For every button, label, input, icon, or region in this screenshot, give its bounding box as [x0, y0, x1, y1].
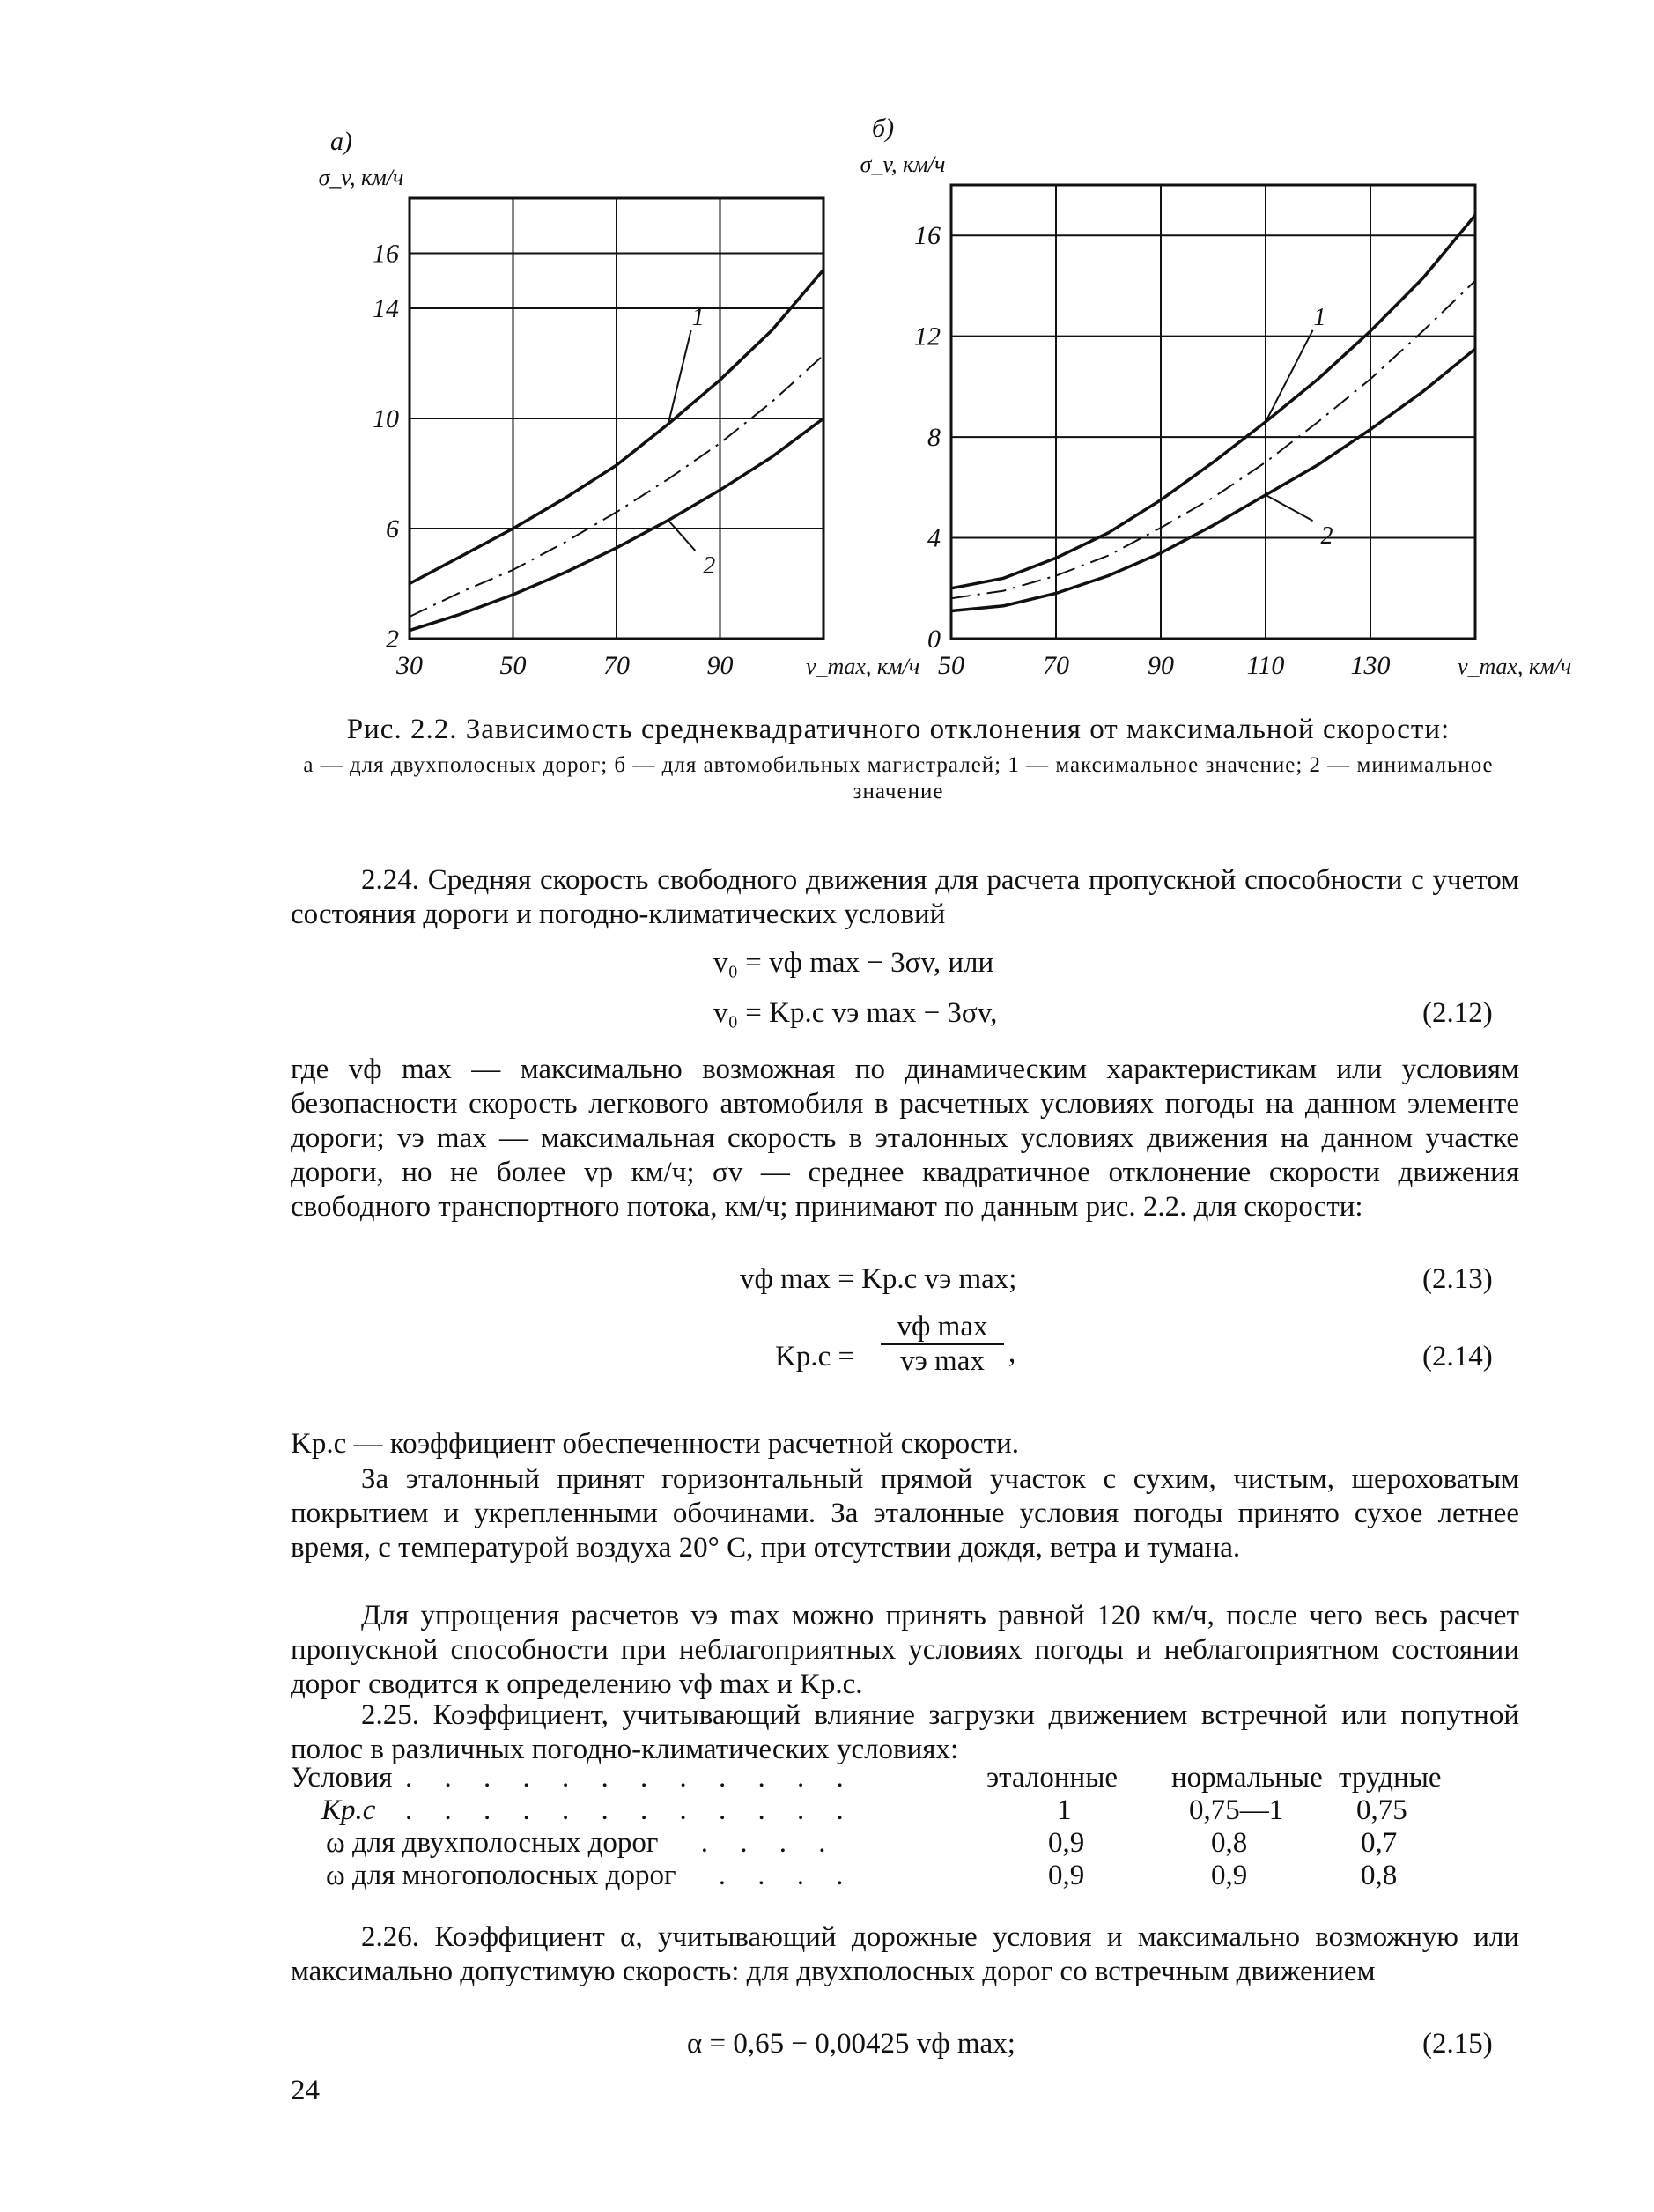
y-tick-label: 16 [373, 239, 399, 269]
equation-2-13: vф max = Kр.с vэ max; [740, 1263, 1017, 1295]
col-normal: 0,8 [1211, 1827, 1248, 1859]
paragraph-reference-conditions: За эталонный принят горизонтальный прямой участок с сухим, чистым, шероховатым покрытием и укрепленными обочинами. За эталонные условия погоды принято сухое летнее время, с температурой воздуха 20° С, при отсутствии дождя, ветра и тумана. [291, 1463, 1519, 1564]
row-label [291, 1827, 986, 1860]
col-reference: 0,9 [1048, 1860, 1085, 1891]
x-tick-label: 70 [603, 651, 630, 680]
col-reference: эталонные [986, 1762, 1119, 1794]
y-tick-label: 10 [373, 404, 399, 433]
y-axis-label: σ_v, км/ч [318, 165, 404, 190]
curve-label-leader [668, 521, 696, 551]
caption-title: Рис. 2.2. Зависимость среднеквадратичного отклонения от максимальной скорости: [346, 714, 1451, 745]
y-tick-label: 16 [914, 221, 941, 251]
y-tick-label: 8 [927, 423, 941, 453]
equation-2-14-comma: , [1008, 1337, 1016, 1369]
y-tick-label: 12 [914, 322, 941, 351]
series-line-max [951, 215, 1475, 588]
equation-2-14-fraction [881, 1311, 1004, 1378]
table-row [291, 1762, 1442, 1794]
series-line-min [951, 349, 1475, 611]
leader-dots: . . . . [700, 1827, 838, 1859]
x-tick-label: 70 [1043, 651, 1069, 680]
curve-label: 1 [1313, 303, 1326, 331]
col-reference: 1 [1057, 1794, 1072, 1826]
x-axis-label: v_max, км/ч [806, 654, 920, 679]
y-tick-label: 6 [386, 514, 399, 544]
leader-dots: . . . . [718, 1860, 856, 1891]
equation-2-12-line1: v₀ = vф max − 3σv, или [713, 947, 994, 979]
table-row [291, 1827, 1442, 1860]
figure-charts [317, 114, 1572, 696]
leader-dots: . . . . . . . . . . . . [405, 1794, 856, 1826]
equation-2-14-number: (2.14) [1422, 1341, 1493, 1372]
y-tick-label: 0 [927, 625, 941, 654]
leader-dots: . . . . . . . . . . . . [405, 1762, 856, 1794]
x-tick-label: 50 [938, 651, 964, 680]
paragraph-k-definition: Kр.с — коэффициент обеспеченности расчетной скорости. [291, 1428, 1019, 1460]
row-label: Kр.с [321, 1794, 376, 1826]
figure-2-2 [317, 114, 1572, 696]
curve-label-leader [1266, 330, 1313, 422]
y-tick-label: 14 [373, 294, 399, 323]
x-tick-label: 30 [396, 651, 423, 680]
figure-caption [291, 712, 1506, 805]
paragraph-2-24-explanation: где vф max — максимально возможная по динамическим характеристикам или условиям безопасности скорость легкового автомобиля в расчетных условиях погоды на данном элементе дороги; vэ max — максимальная скорость в эталонных условиях движения на данном участке дороги, но не более vр км/ч; σv — среднее квадратичное отклонение скорости движения свободного транспортного потока, км/ч; принимают по данным рис. 2.2. для скорости: [291, 1054, 1519, 1223]
col-difficult: 0,8 [1361, 1860, 1398, 1891]
table-row [291, 1794, 1442, 1827]
paragraph-2-25-intro: 2.25. Коэффициент, учитывающий влияние загрузки движением встречной или попутной полос в различных погодно-климатических условиях: [291, 1699, 1519, 1765]
y-tick-label: 4 [927, 523, 941, 553]
curve-label-leader [668, 330, 691, 424]
col-difficult: 0,75 [1356, 1794, 1407, 1826]
col-normal: нормальные [1171, 1762, 1323, 1794]
x-tick-label: 90 [1148, 651, 1174, 680]
row-label-text: ω для многополосных дорог [326, 1860, 676, 1891]
equation-2-13-number: (2.13) [1422, 1263, 1493, 1295]
caption-legend: а — для двухполосных дорог; б — для автомобильных магистралей; 1 — максимальное значение; 2 — минимальное значение [303, 753, 1494, 803]
curve-label: 1 [691, 304, 705, 331]
x-tick-label: 130 [1350, 651, 1391, 680]
x-tick-label: 110 [1246, 651, 1285, 680]
row-label: Условия [291, 1762, 393, 1794]
x-tick-label: 50 [499, 651, 527, 680]
fraction-numerator: vф max [881, 1311, 1004, 1345]
x-tick-label: 90 [706, 651, 734, 680]
panel-label: а) [330, 127, 352, 156]
fraction-denominator: vэ max [900, 1345, 985, 1377]
col-difficult: 0,7 [1361, 1827, 1398, 1859]
paragraph-2-26-intro: 2.26. Коэффициент α, учитывающий дорожные условия и максимально возможную или максимально допустимую скорость: для двухполосных дорог со встречным движением [291, 1921, 1519, 1987]
col-difficult: трудные [1339, 1762, 1442, 1794]
curve-label: 2 [1320, 522, 1333, 551]
panel-label: б) [872, 114, 895, 143]
page-number: 24 [291, 2075, 320, 2106]
paragraph-simplification: Для упрощения расчетов vэ max можно принять равной 120 км/ч, после чего весь расчет пропускной способности при неблагоприятных условиях погоды и неблагоприятном состоянии дорог сводится к определению vф max и Kр.с. [291, 1600, 1519, 1700]
equation-2-15: α = 0,65 − 0,00425 vф max; [687, 2028, 1015, 2060]
equation-2-12-line2: v₀ = Kр.с vэ max − 3σv, [713, 997, 998, 1029]
table-row [291, 1860, 1442, 1892]
col-reference: 0,9 [1048, 1827, 1085, 1859]
x-axis-label: v_max, км/ч [1458, 654, 1572, 679]
conditions-table [291, 1762, 1442, 1892]
paragraph-2-24-intro: 2.24. Средняя скорость свободного движения для расчета пропускной способности с учетом состояния дороги и погодно-климатических условий [291, 864, 1519, 930]
equation-2-15-number: (2.15) [1422, 2028, 1493, 2060]
curve-label-leader [1266, 495, 1313, 521]
equation-2-14-lhs: Kр.с = [775, 1341, 855, 1372]
y-axis-label: σ_v, км/ч [860, 152, 946, 177]
y-tick-label: 2 [386, 625, 399, 654]
curve-label: 2 [703, 552, 716, 580]
col-normal: 0,9 [1211, 1860, 1248, 1891]
row-label [291, 1860, 986, 1892]
series-line-mean [951, 281, 1475, 599]
row-label-text: ω для двухполосных дорог [326, 1827, 659, 1859]
equation-2-12-number: (2.12) [1422, 997, 1493, 1029]
col-normal: 0,75—1 [1189, 1794, 1284, 1826]
